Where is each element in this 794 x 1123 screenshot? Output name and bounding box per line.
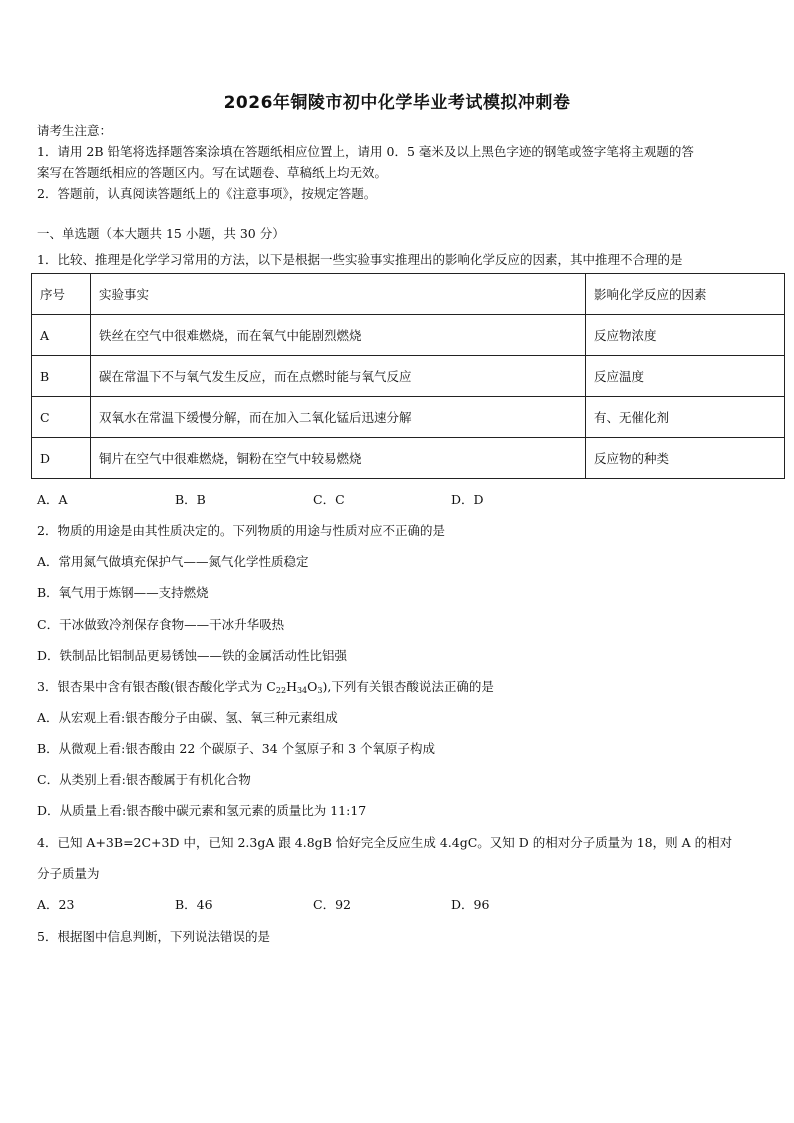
table-cell: 碳在常温下不与氧气发生反应，而在点燃时能与氧气反应: [91, 356, 586, 397]
q3-stem-part: 3．银杏果中含有银杏酸(银杏酸化学式为 C: [37, 679, 276, 694]
q3-option-c[interactable]: C．从类别上看:银杏酸属于有机化合物: [37, 772, 251, 787]
table-row: [32, 438, 785, 479]
table-cell: 反应温度: [586, 356, 785, 397]
table-cell: 有、无催化剂: [586, 397, 785, 438]
q4-option-b[interactable]: B．46: [175, 897, 213, 912]
q4-option-d[interactable]: D．96: [451, 897, 490, 912]
question-2-stem: 2．物质的用途是由其性质决定的。下列物质的用途与性质对应不正确的是: [37, 523, 445, 538]
table-cell: B: [32, 356, 91, 397]
question-4-stem-line2: 分子质量为: [37, 866, 100, 881]
q4-option-a[interactable]: A．23: [37, 897, 75, 912]
q3-option-b[interactable]: B．从微观上看:银杏酸由 22 个碳原子、34 个氢原子和 3 个氧原子构成: [37, 741, 436, 756]
notice-item: 案写在答题纸相应的答题区内。写在试题卷、草稿纸上均无效。: [37, 165, 388, 180]
table-header-cell: 影响化学反应的因素: [586, 274, 785, 315]
notice-item: 2．答题前，认真阅读答题纸上的《注意事项》，按规定答题。: [37, 186, 377, 201]
table-row: [32, 315, 785, 356]
table-cell: 铜片在空气中很难燃烧，铜粉在空气中较易燃烧: [91, 438, 586, 479]
question-3-stem: [37, 677, 494, 695]
question-5-stem: 5．根据图中信息判断，下列说法错误的是: [37, 929, 270, 944]
table-cell: 反应物的种类: [586, 438, 785, 479]
q3-subscript: 22: [275, 686, 287, 695]
q3-option-a[interactable]: A．从宏观上看:银杏酸分子由碳、氢、氧三种元素组成: [37, 710, 338, 725]
q3-subscript: 3: [317, 686, 323, 695]
page-title: 2026年铜陵市初中化学毕业考试模拟冲刺卷: [223, 93, 571, 113]
q2-option-a[interactable]: A．常用氮气做填充保护气——氮气化学性质稳定: [37, 554, 309, 569]
question-1-stem: 1．比较、推理是化学学习常用的方法，以下是根据一些实验事实推理出的影响化学反应的因素，其中推理不合理的是: [37, 252, 683, 267]
q4-option-c[interactable]: C．92: [313, 897, 351, 912]
experiment-table: [31, 273, 785, 479]
q1-option-d[interactable]: D．D: [451, 492, 484, 507]
notice-item: 1．请用 2B 铅笔将选择题答案涂填在答题纸相应位置上，请用 0．5 毫米及以上黑色字迹的钢笔或签字笔将主观题的答: [37, 144, 694, 159]
table-row: [32, 356, 785, 397]
table-cell: 铁丝在空气中很难燃烧，而在氧气中能剧烈燃烧: [91, 315, 586, 356]
question-4-stem-line1: 4．已知 A+3B=2C+3D 中，已知 2.3gA 跟 4.8gB 恰好完全反应生成 4.4gC。又知 D 的相对分子质量为 18，则 A 的相对: [37, 835, 733, 850]
table-row: [32, 397, 785, 438]
table-cell: A: [32, 315, 91, 356]
table-cell: 反应物浓度: [586, 315, 785, 356]
q3-subscript: 34: [296, 686, 308, 695]
q3-stem-part: O: [307, 679, 318, 694]
q2-option-d[interactable]: D．铁制品比铝制品更易锈蚀——铁的金属活动性比铝强: [37, 648, 348, 663]
section-heading: 一、单选题（本大题共 15 小题，共 30 分）: [37, 226, 285, 241]
table-cell: D: [32, 438, 91, 479]
table-header-cell: 序号: [32, 274, 91, 315]
table-header-cell: 实验事实: [91, 274, 586, 315]
q3-stem-part: ),下列有关银杏酸说法正确的是: [322, 679, 494, 694]
q3-stem-part: H: [286, 679, 297, 694]
q3-option-d[interactable]: D．从质量上看:银杏酸中碳元素和氢元素的质量比为 11:17: [37, 803, 367, 818]
table-header-row: [32, 274, 785, 315]
table-cell: 双氧水在常温下缓慢分解，而在加入二氧化锰后迅速分解: [91, 397, 586, 438]
q1-option-a[interactable]: A．A: [37, 492, 68, 507]
notice-header: 请考生注意：: [37, 123, 113, 138]
q1-option-c[interactable]: C．C: [313, 492, 345, 507]
q2-option-c[interactable]: C．干冰做致冷剂保存食物——干冰升华吸热: [37, 617, 285, 632]
q2-option-b[interactable]: B．氧气用于炼钢——支持燃烧: [37, 585, 209, 600]
table-cell: C: [32, 397, 91, 438]
q1-option-b[interactable]: B．B: [175, 492, 206, 507]
